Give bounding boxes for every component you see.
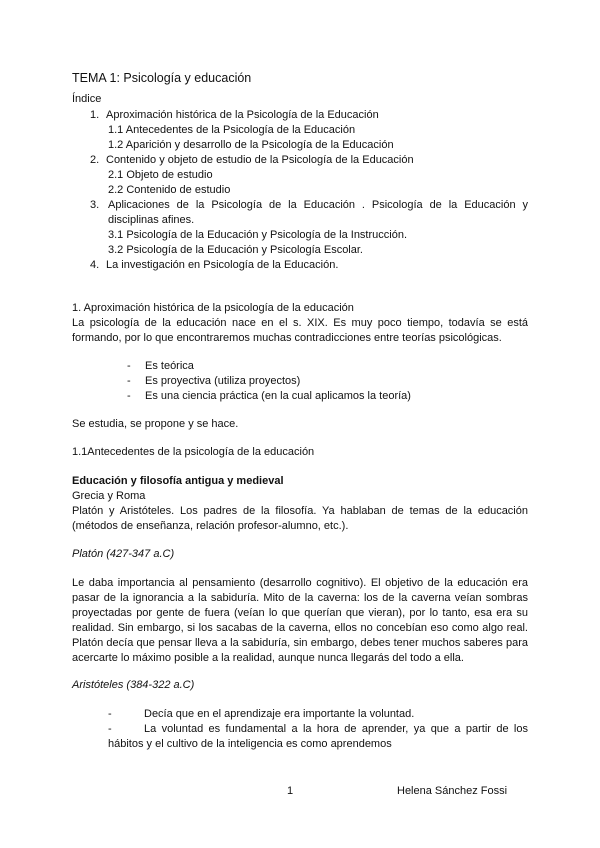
- section-1-1-heading: 1.1Antecedentes de la psicología de la educación: [72, 446, 315, 458]
- index-item-1: 1. Aproximación histórica de la Psicología de la Educación: [90, 109, 379, 121]
- footer-author: Helena Sánchez Fossi: [397, 785, 508, 797]
- section-1-bullet: Es teórica: [145, 360, 194, 372]
- index-item-2: 2. Contenido y objeto de estudio de la Psicología de la Educación: [90, 154, 414, 166]
- index-subitem-2-2: 2.2 Contenido de estudio: [108, 184, 231, 196]
- section-1-paragraph: La psicología de la educación nace en el s. XIX. Es muy poco tiempo, todavía se está formando, por lo que encontraremos muchas contradicciones entre teorías psicológicas.: [72, 317, 528, 344]
- plato-paragraph: Le daba importancia al pensamiento (desarrollo cognitivo). El objetivo de la educación era pasar de la ignorancia a la sabiduría. Mito de la caverna: los de la caverna veían sombras proyectadas por gente de fuera (veían lo que querían que vieran), por lo tanto, esa era su realidad. Sin embargo, si los sacabas de la caverna, ellos no concebían eso como algo real. Platón decía que pensar lleva a la sabiduría, sin embargo, debes tener muchos saberes para acercarte lo máximo posible a la realidad, aunque nunca llegarás del todo a ella.: [72, 577, 528, 664]
- section-1-heading: 1. Aproximación histórica de la psicología de la educación: [72, 302, 354, 314]
- aristotle-bullet: La voluntad es fundamental a la hora de aprender, ya que a partir de los hábitos y el cultivo de la inteligencia es como aprendemos: [108, 723, 528, 750]
- plato-heading: Platón (427-347 a.C): [72, 548, 175, 560]
- greece-paragraph: Platón y Aristóteles. Los padres de la filosofía. Ya hablaban de temas de la educación (métodos de enseñanza, relación profesor-alumno, etc.).: [72, 505, 528, 532]
- document-title: TEMA 1: Psicología y educación: [72, 71, 252, 85]
- index-item-3-num: 3.: [90, 199, 100, 211]
- subheading-bold: Educación y filosofía antigua y medieval: [72, 475, 284, 487]
- index-subitem-2-1: 2.1 Objeto de estudio: [108, 169, 213, 181]
- bullet-dash: -: [127, 360, 131, 372]
- subsubheading: Grecia y Roma: [72, 490, 146, 502]
- page-number: 1: [287, 785, 294, 797]
- aristotle-heading: Aristóteles (384-322 a.C): [72, 679, 195, 691]
- section-1-summary: Se estudia, se propone y se hace.: [72, 418, 239, 430]
- index-subitem-3-1: 3.1 Psicología de la Educación y Psicología de la Instrucción.: [108, 229, 408, 241]
- bullet-dash: -: [127, 390, 131, 402]
- index-item-3: Aplicaciones de la Psicología de la Educación . Psicología de la Educación y disciplinas afines.: [108, 199, 528, 226]
- section-1-bullet: Es proyectiva (utiliza proyectos): [145, 375, 301, 387]
- bullet-dash: -: [108, 723, 112, 735]
- index-subitem-1-2: 1.2 Aparición y desarrollo de la Psicología de la Educación: [108, 139, 394, 151]
- index-heading: Índice: [72, 93, 102, 105]
- section-1-bullet: Es una ciencia práctica (en la cual aplicamos la teoría): [145, 390, 411, 402]
- aristotle-bullet: Decía que en el aprendizaje era importante la voluntad.: [144, 708, 415, 720]
- bullet-dash: -: [127, 375, 131, 387]
- index-subitem-1-1: 1.1 Antecedentes de la Psicología de la Educación: [108, 124, 356, 136]
- index-item-4: 4. La investigación en Psicología de la Educación.: [90, 259, 339, 271]
- index-subitem-3-2: 3.2 Psicología de la Educación y Psicología Escolar.: [108, 244, 363, 256]
- bullet-dash: -: [108, 708, 112, 720]
